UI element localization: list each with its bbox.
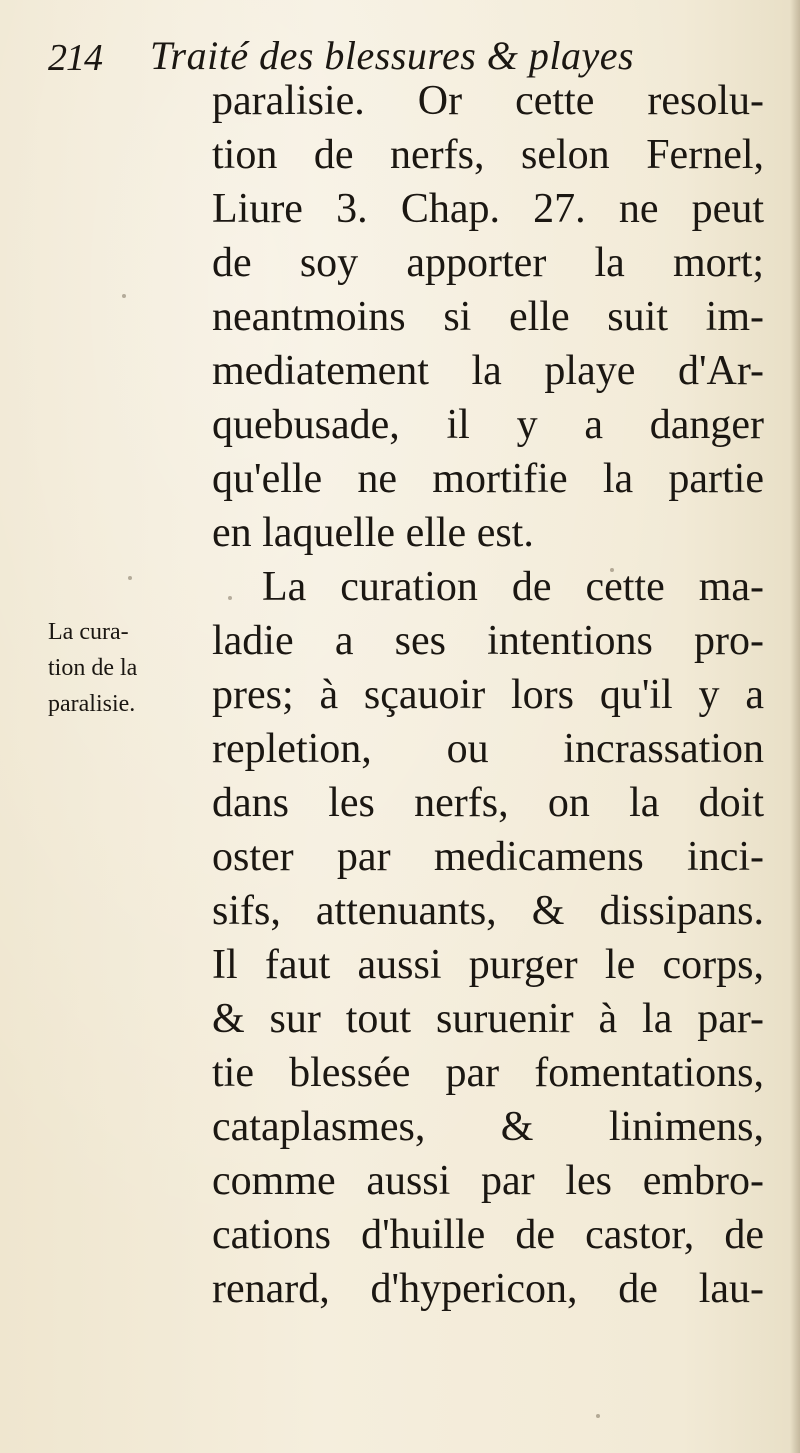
text-line: mediatement la playe d'Ar- <box>212 348 764 394</box>
text-line: pres; à sçauoir lors qu'il y a <box>212 672 764 718</box>
marginal-note-line: paralisie. <box>48 691 136 717</box>
text-line: en laquelle elle est. <box>212 510 534 556</box>
paper-speck <box>128 576 132 580</box>
marginal-note <box>48 614 198 722</box>
text-line: cations d'huille de castor, de <box>212 1212 764 1258</box>
marginal-note-line: tion de la <box>48 655 138 681</box>
text-line: de soy apporter la mort; <box>212 240 764 286</box>
text-line: Liure 3. Chap. 27. ne peut <box>212 186 764 232</box>
text-line: Il faut aussi purger le corps, <box>212 942 764 988</box>
running-title: Traité des blessures & playes <box>150 33 635 78</box>
marginal-note-line: La cura- <box>48 619 129 645</box>
text-line: tie blessée par fomentations, <box>212 1050 764 1096</box>
text-line: oster par medicamens inci- <box>212 834 764 880</box>
text-line: qu'elle ne mortifie la partie <box>212 456 764 502</box>
text-line: tion de nerfs, selon Fernel, <box>212 132 764 178</box>
page-edge-shadow <box>790 0 800 1453</box>
text-line: sifs, attenuants, & dissipans. <box>212 888 764 934</box>
text-line: renard, d'hypericon, de lau- <box>212 1266 764 1312</box>
paper-speck <box>596 1414 600 1418</box>
text-line: La curation de cette ma- <box>262 564 764 610</box>
text-line: quebusade, il y a danger <box>212 402 764 448</box>
text-line: & sur tout suruenir à la par- <box>212 996 764 1042</box>
paper-speck <box>122 294 126 298</box>
text-line: dans les nerfs, on la doit <box>212 780 764 826</box>
text-line: neantmoins si elle suit im- <box>212 294 764 340</box>
body-text <box>212 74 764 1316</box>
text-line: repletion, ou incrassation <box>212 726 764 772</box>
text-line: cataplasmes, & linimens, <box>212 1104 764 1150</box>
paper-speck <box>228 596 232 600</box>
text-line: comme aussi par les embro- <box>212 1158 764 1204</box>
text-line: ladie a ses intentions pro- <box>212 618 764 664</box>
text-line: paralisie. Or cette resolu- <box>212 78 764 124</box>
page-number: 214 <box>48 37 102 79</box>
paper-speck <box>610 568 614 572</box>
